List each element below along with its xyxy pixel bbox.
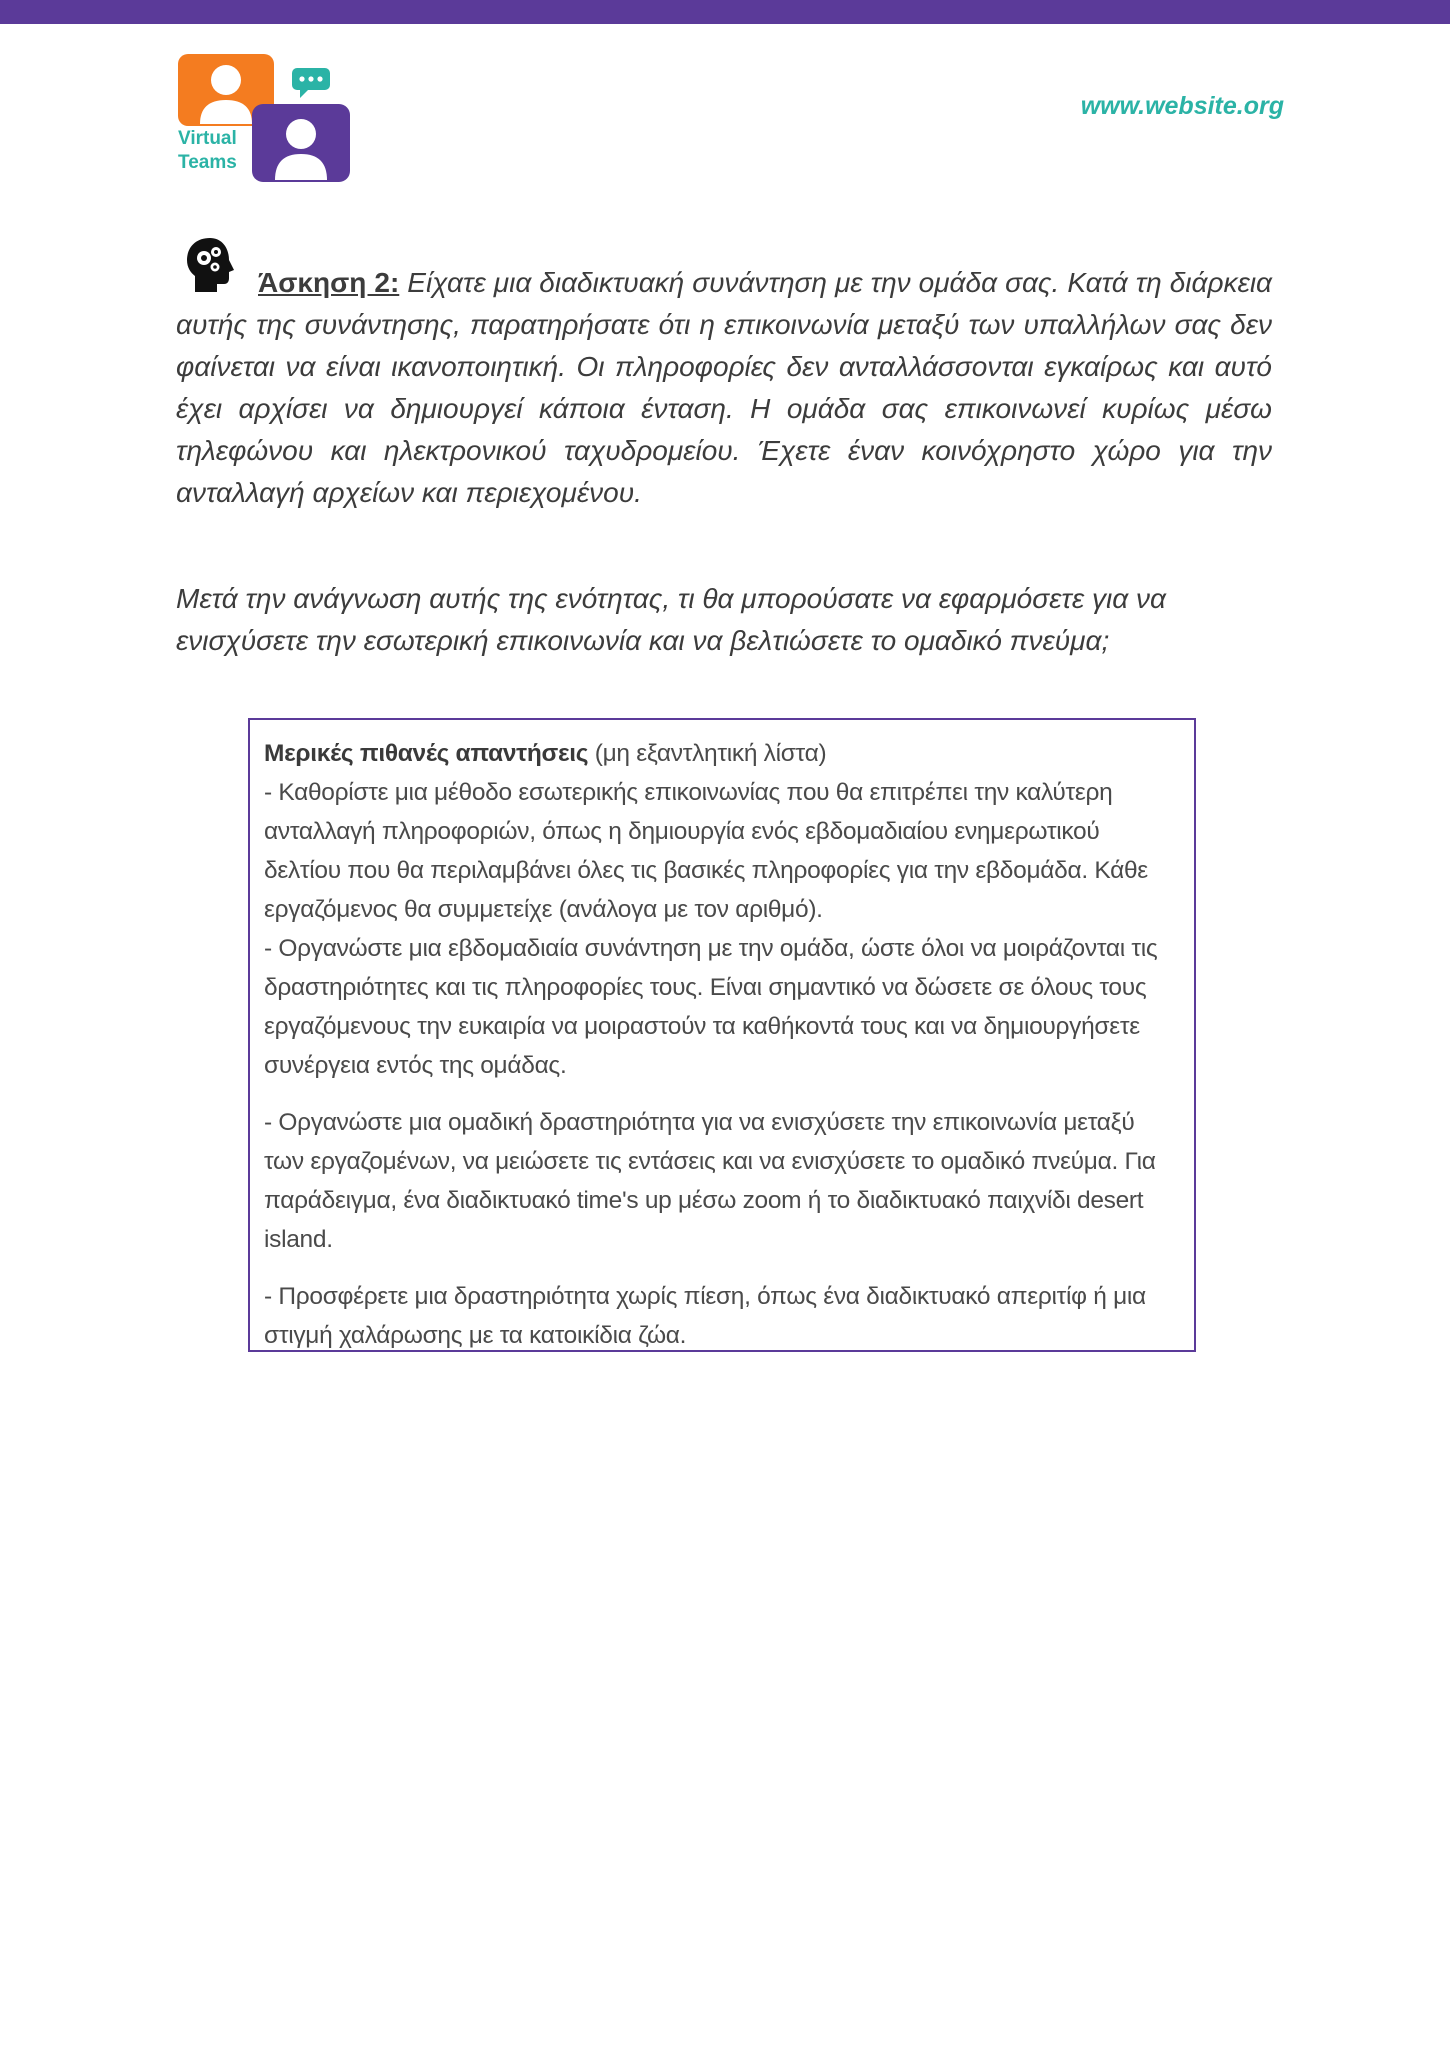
exercise-paragraph: [176, 262, 1272, 514]
top-color-bar: [0, 0, 1450, 24]
website-url[interactable]: www.website.org: [1080, 92, 1284, 120]
answers-heading: [264, 734, 1180, 773]
answer-item-2: - Οργανώστε μια εβδομαδιαία συνάντηση με την ομάδα, ώστε όλοι να μοιράζονται τις δραστηριότητες και τις πληροφορίες τους. Είναι σημαντικό να δώσετε σε όλους τους εργαζόμενους την ευκαιρία να μοιραστούν τα καθήκοντά τους και να δημιουργήσετε συνέργεια εντός της ομάδας.: [264, 935, 1158, 1079]
exercise-question: Μετά την ανάγνωση αυτής της ενότητας, τι θα μπορούσατε να εφαρμόσετε για να ενισχύσετε την εσωτερική επικοινωνία και να βελτιώσετε το ομαδικό πνεύμα;: [176, 583, 1166, 656]
answers-box: [248, 718, 1196, 1352]
answer-item-1: - Καθορίστε μια μέθοδο εσωτερικής επικοινωνίας που θα επιτρέπει την καλύτερη ανταλλαγή πληροφοριών, όπως η δημιουργία ενός εβδομαδιαίου ενημερωτικού δελτίου που θα περιλαμβάνει όλες τις βασικές πληροφορίες για την εβδομάδα. Κάθε εργαζόμενος θα συμμετείχε (ανάλογα με τον αριθμό).: [264, 779, 1148, 923]
logo-text-teams: Teams: [178, 152, 237, 173]
answers-subtitle: (μη εξαντλητική λίστα): [594, 740, 827, 767]
answers-title: Μερικές πιθανές απαντήσεις: [264, 740, 589, 767]
virtual-teams-logo: [176, 52, 356, 184]
exercise-text: Είχατε μια διαδικτυακή συνάντηση με την ομάδα σας. Κατά τη διάρκεια αυτής της συνάντησης, παρατηρήσατε ότι η επικοινωνία μεταξύ των υπαλλήλων σας δεν φαίνεται να είναι ικανοποιητική. Οι πληροφορίες δεν ανταλλάσσονται εγκαίρως και αυτό έχει αρχίσει να δημιουργεί κάποια ένταση. Η ομάδα σας επικοινωνεί κυρίως μέσω τηλεφώνου και ηλεκτρονικού ταχυδρομείου. Έχετε έναν κοινόχρηστο χώρο για την ανταλλαγή αρχείων και περιεχομένου.: [176, 267, 1273, 508]
answer-item-4: - Προσφέρετε μια δραστηριότητα χωρίς πίεση, όπως ένα διαδικτυακό απεριτίφ ή μια στιγμή χαλάρωσης με τα κατοικίδια ζώα.: [264, 1283, 1146, 1349]
exercise-label: Άσκηση 2:: [258, 267, 400, 298]
logo-text-virtual: Virtual: [178, 128, 237, 149]
answer-item-3: - Οργανώστε μια ομαδική δραστηριότητα για να ενισχύσετε την επικοινωνία μεταξύ των εργαζομένων, να μειώσετε τις εντάσεις και να ενισχύσετε το ομαδικό πνεύμα. Για παράδειγμα, ένα διαδικτυακό time's up μέσω zoom ή το διαδικτυακό παιχνίδι desert island.: [264, 1109, 1156, 1253]
